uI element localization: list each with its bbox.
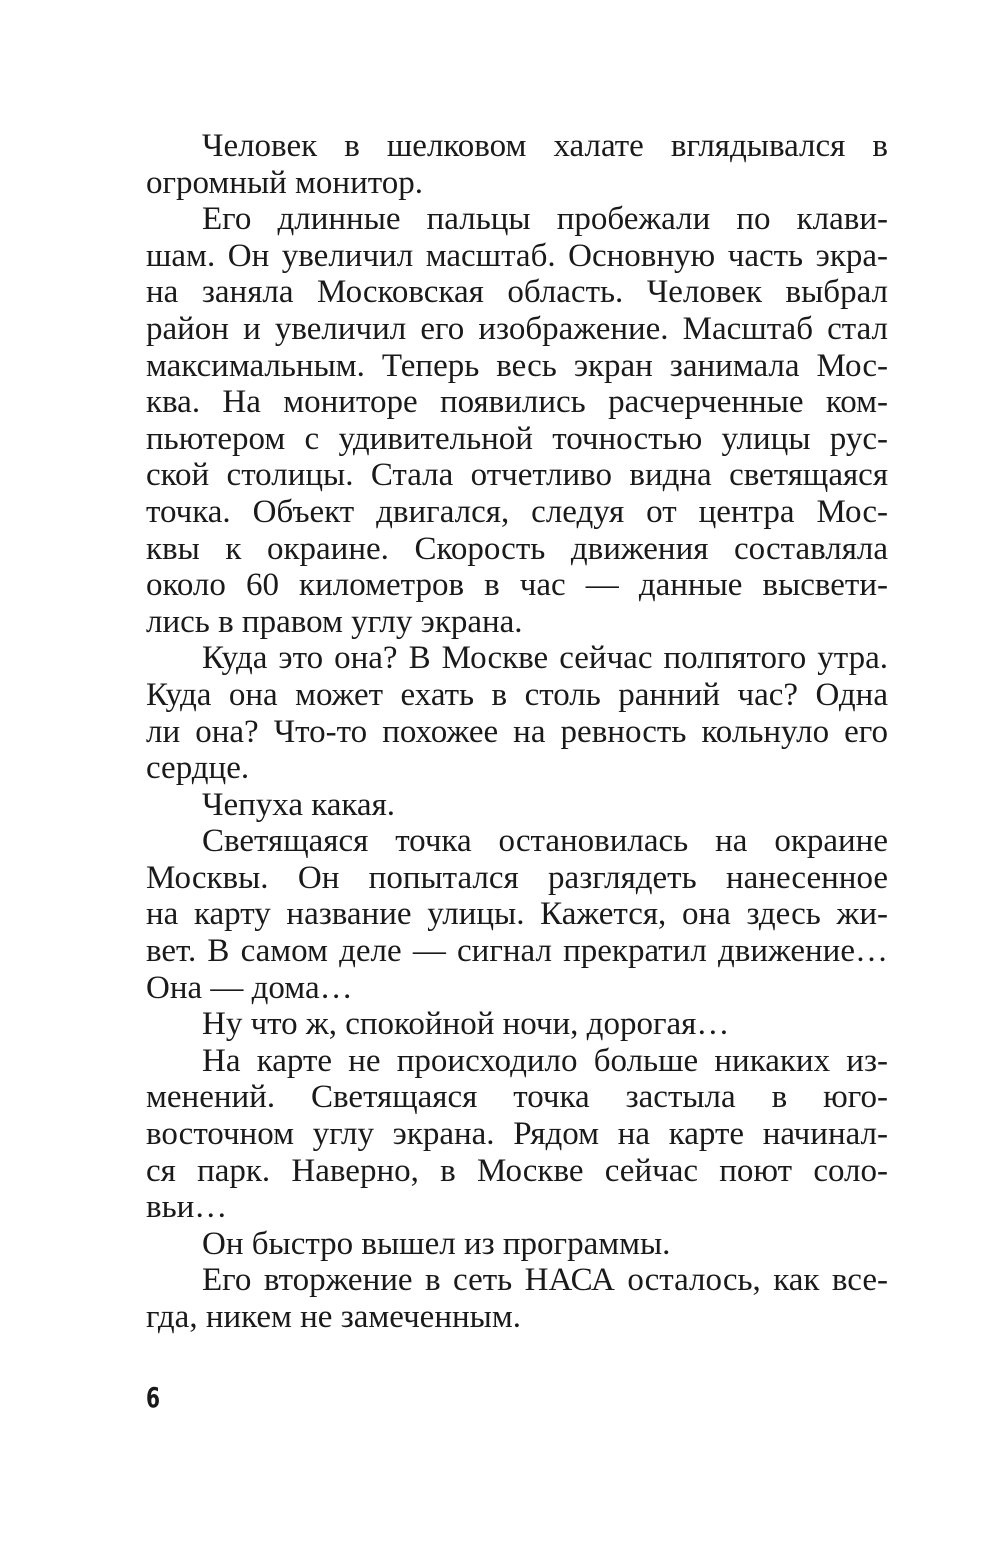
text-line: на заняла Московская область. Человек выбрал	[146, 274, 888, 311]
text-line: восточном углу экрана. Рядом на карте начинал-	[146, 1116, 888, 1153]
text-line: лись в правом углу экрана.	[146, 603, 523, 640]
text-line: ква. На мониторе появились расчерченные ком-	[146, 384, 888, 421]
text-line: максимальным. Теперь весь экран занимала Мос-	[146, 347, 888, 384]
text-line: Человек в шелковом халате вглядывался в	[202, 128, 888, 164]
page-number: 6	[146, 1381, 161, 1414]
text-line: огромный монитор.	[146, 164, 423, 201]
text-line: Его вторжение в сеть НАСА осталось, как все-	[202, 1262, 888, 1299]
text-line: Куда это она? В Москве сейчас полпятого утра.	[202, 640, 888, 677]
text-line: точка. Объект двигался, следуя от центра Мос-	[146, 493, 888, 530]
text-line: квы к окраине. Скорость движения составляла	[146, 530, 888, 567]
text-line: Она — дома…	[146, 969, 353, 1006]
text-line: Его длинные пальцы пробежали по клави-	[202, 201, 888, 238]
text-line: Москвы. Он попытался разглядеть нанесенное	[146, 859, 888, 896]
text-line: Он быстро вышел из программы.	[202, 1225, 671, 1262]
text-line: пьютером с удивительной точностью улицы рус-	[146, 420, 888, 457]
text-line: ся парк. Наверно, в Москве сейчас поют соло-	[146, 1152, 888, 1189]
text-line: Ну что ж, спокойной ночи, дорогая…	[202, 1006, 730, 1043]
text-line: район и увеличил его изображение. Масштаб стал	[146, 310, 888, 347]
paragraph-5	[146, 823, 888, 1006]
text-line: ской столицы. Стала отчетливо видна светящаяся	[146, 457, 888, 494]
text-line: шам. Он увеличил масштаб. Основную часть экра-	[146, 237, 888, 274]
text-line: на карту название улицы. Кажется, она здесь жи-	[146, 896, 888, 933]
text-line: Светящаяся точка остановилась на окраине	[202, 823, 888, 860]
page-body	[146, 128, 888, 1336]
text-line: вьи…	[146, 1189, 228, 1226]
paragraph-4	[146, 787, 888, 824]
text-line: гда, никем не замеченным.	[146, 1299, 521, 1335]
paragraph-9	[146, 1262, 888, 1335]
paragraph-2	[146, 201, 888, 640]
text-line: менений. Светящаяся точка застыла в юго-	[146, 1079, 888, 1116]
text-line: На карте не происходило больше никаких из-	[202, 1042, 888, 1079]
paragraph-1	[146, 128, 888, 201]
text-line: Чепуха какая.	[202, 786, 396, 823]
paragraph-8	[146, 1226, 888, 1263]
text-line: сердце.	[146, 750, 250, 787]
text-line: ли она? Что-то похожее на ревность кольнуло его	[146, 713, 888, 750]
text-line: вет. В самом деле — сигнал прекратил движение…	[146, 933, 888, 970]
paragraph-6	[146, 1006, 888, 1043]
text-line: около 60 километров в час — данные высвети-	[146, 567, 888, 604]
text-line: Куда она может ехать в столь ранний час? Одна	[146, 676, 888, 713]
paragraph-7	[146, 1043, 888, 1226]
paragraph-3	[146, 640, 888, 786]
